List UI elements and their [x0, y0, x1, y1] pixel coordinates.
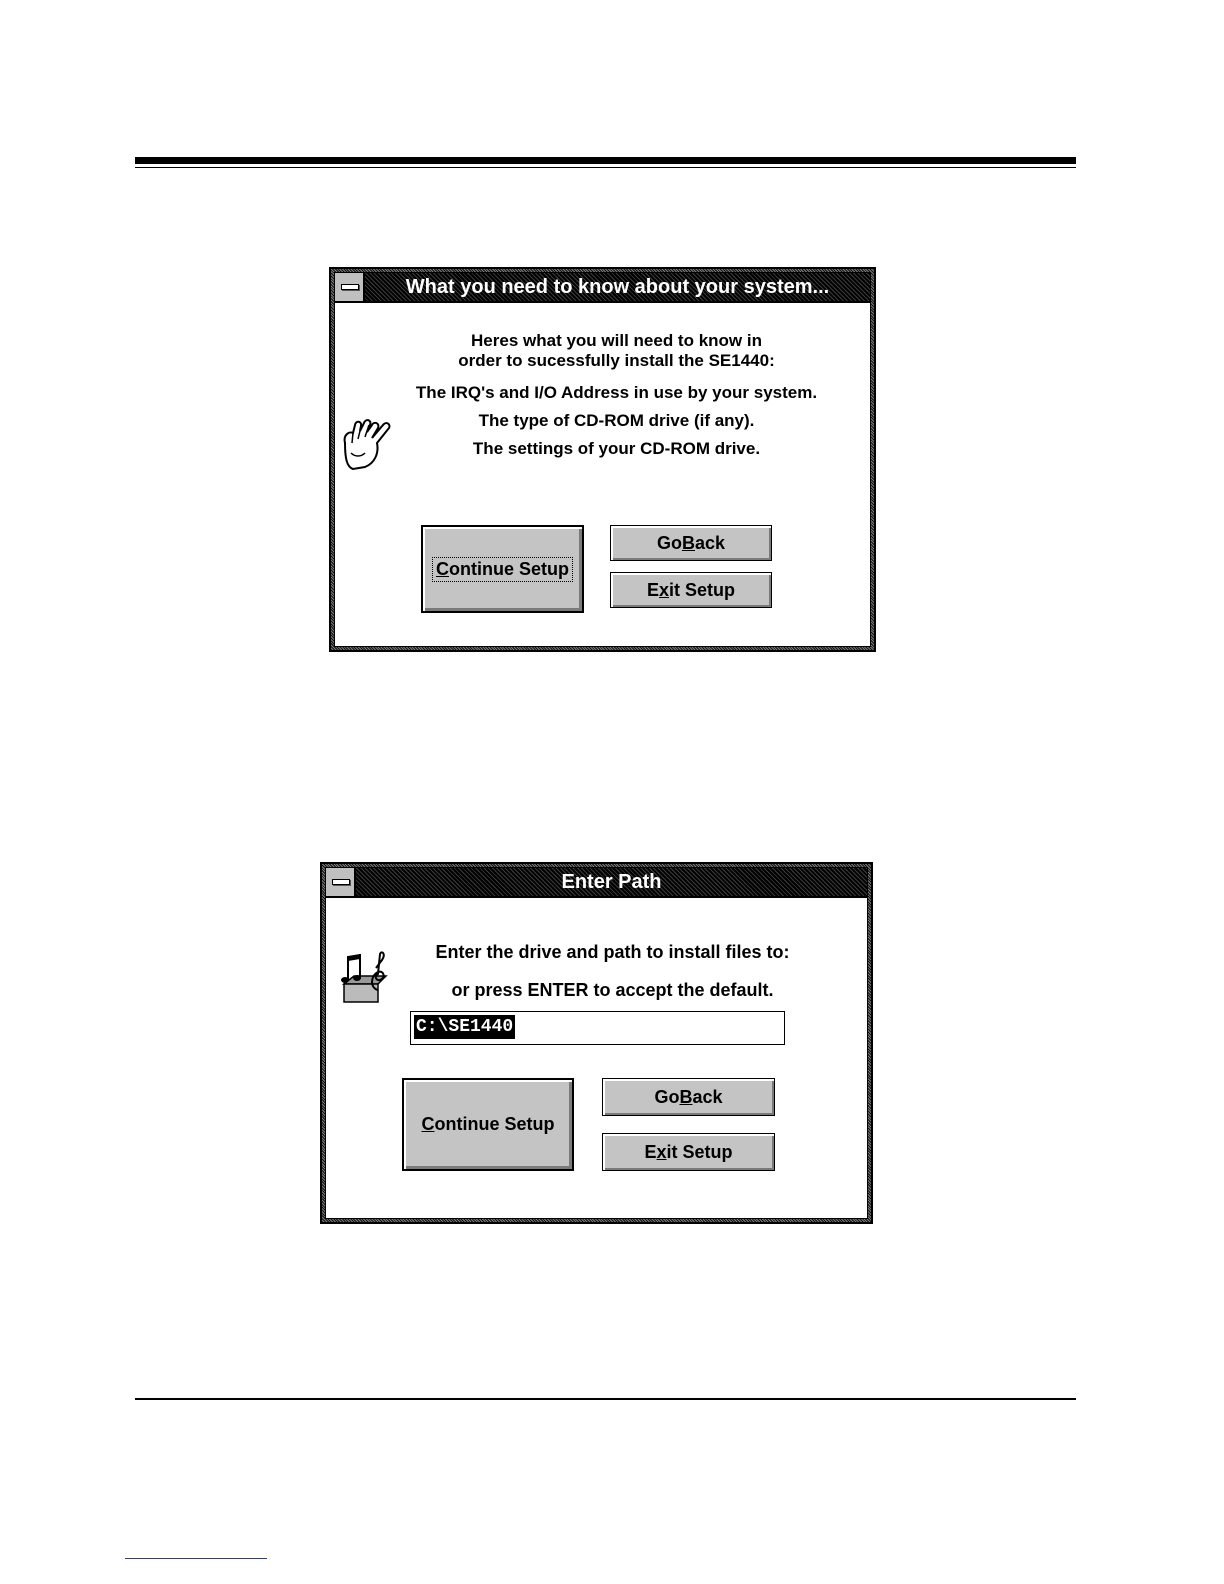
- dialog-title: What you need to know about your system...: [405, 276, 830, 298]
- continue-setup-button[interactable]: Continue Setup: [421, 525, 584, 613]
- exit-setup-button[interactable]: E x it Setup: [602, 1133, 775, 1171]
- install-path-value: C:\SE1440: [416, 1017, 514, 1037]
- requirement-cdrom-settings: The settings of your CD-ROM drive.: [472, 439, 761, 458]
- system-menu-button[interactable]: [326, 868, 356, 896]
- header-rule-thin: [135, 167, 1076, 168]
- intro-line-1: Heres what you will need to know in: [471, 331, 762, 350]
- go-back-button[interactable]: Go B ack: [610, 525, 772, 561]
- exit-setup-button[interactable]: E x it Setup: [610, 572, 772, 608]
- go-back-button[interactable]: Go B ack: [602, 1078, 775, 1116]
- enter-path-dialog: [320, 862, 873, 1224]
- requirement-cdrom-type: The type of CD-ROM drive (if any).: [478, 411, 755, 430]
- intro-line-2: order to sucessfully install the SE1440:: [458, 351, 775, 370]
- install-path-input[interactable]: [410, 1011, 785, 1045]
- title-bar[interactable]: [326, 868, 867, 898]
- pointing-hand-icon: [339, 413, 393, 471]
- instruction-line-2: or press ENTER to accept the default.: [451, 980, 774, 1000]
- footer-rule: [135, 1398, 1076, 1400]
- requirement-irq: The IRQ's and I/O Address in use by your system.: [415, 383, 818, 402]
- header-rule-thick: [135, 157, 1076, 164]
- continue-setup-button[interactable]: Continue Setup: [402, 1078, 574, 1171]
- title-bar[interactable]: [335, 273, 870, 303]
- system-info-dialog: [329, 267, 876, 652]
- instruction-line-1: Enter the drive and path to install files to:: [435, 942, 790, 962]
- footer-link-underline[interactable]: [125, 1558, 267, 1559]
- dialog-title: Enter Path: [561, 871, 662, 893]
- system-menu-button[interactable]: [335, 273, 365, 301]
